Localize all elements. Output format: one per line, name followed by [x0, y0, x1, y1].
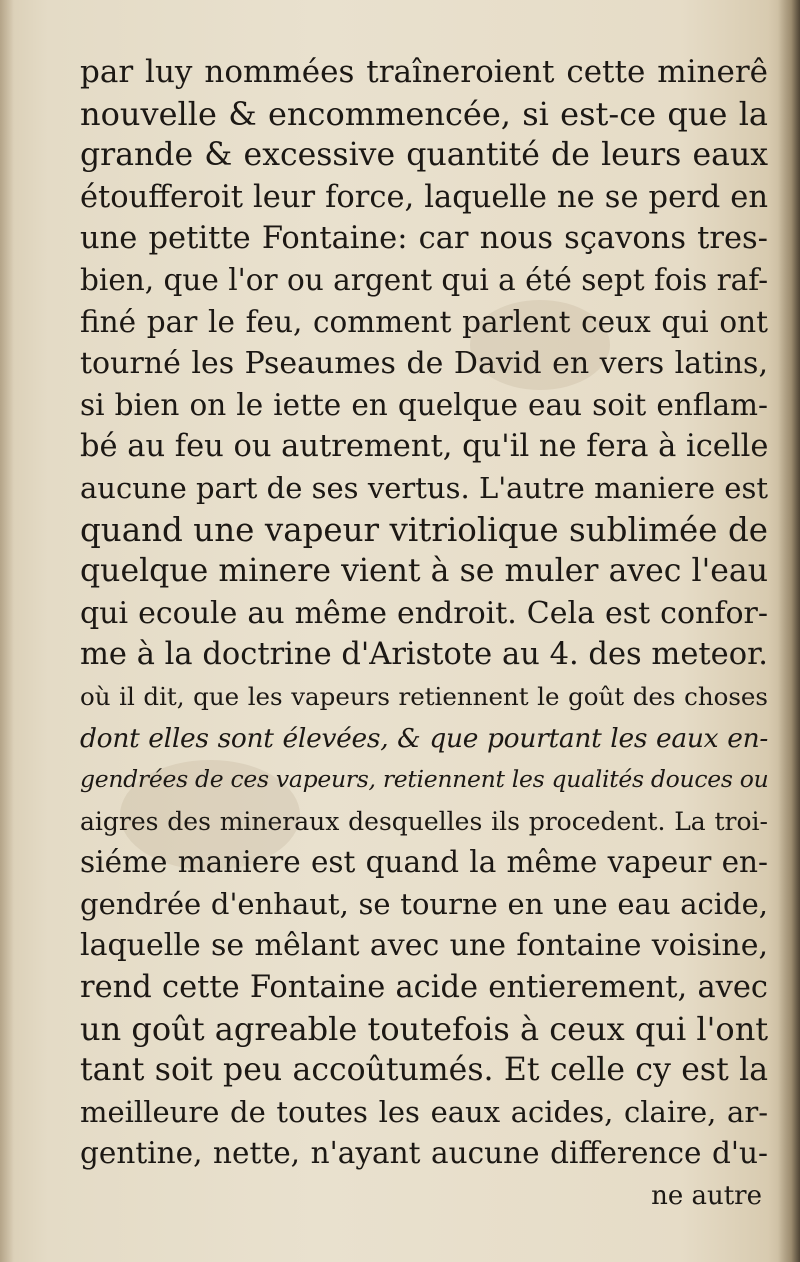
- text-line: aucune part de ses vertus. L'autre maniere est: [80, 470, 768, 505]
- page-gutter-shadow: [778, 0, 800, 1262]
- text-line: tourné les Pseaumes de David en vers latins,: [80, 346, 768, 382]
- text-line: gentine, nette, n'ayant aucune difference d'u-: [80, 1136, 768, 1171]
- text-line: meilleure de toutes les eaux acides, claire, ar-: [80, 1094, 768, 1129]
- text-line: étoufferoit leur force, laquelle ne se perd en: [80, 179, 768, 215]
- text-line: gendrées de ces vapeurs, retiennent les qualités douces ou: [80, 765, 768, 794]
- text-block: [80, 52, 768, 1175]
- text-line: où il dit, que les vapeurs retiennent le goût des choses: [80, 681, 768, 711]
- text-line: bien, que l'or ou argent qui a été sept fois raf-: [80, 262, 768, 297]
- text-line: qui ecoule au même endroit. Cela est confor-: [80, 595, 768, 631]
- text-line: finé par le feu, comment parlent ceux qui ont: [80, 304, 768, 339]
- text-line: siéme maniere est quand la même vapeur en-: [80, 845, 768, 880]
- text-line: quelque minere vient à se muler avec l'eau: [80, 553, 768, 590]
- text-line: grande & excessive quantité de leurs eaux: [80, 137, 768, 174]
- text-line: aigres des mineraux desquelles ils procedent. La troi-: [80, 806, 768, 836]
- text-line: me à la doctrine d'Aristote au 4. des meteor.: [80, 637, 768, 673]
- text-line: si bien on le iette en quelque eau soit enflam-: [80, 387, 768, 422]
- text-line: nouvelle & encommencée, si est-ce que la: [80, 94, 768, 133]
- text-line: par luy nommées traîneroient cette minerê: [80, 54, 768, 90]
- catchword: ne autre: [651, 1181, 762, 1211]
- text-line: gendrée d'enhaut, se tourne en une eau acide,: [80, 886, 768, 921]
- text-line: tant soit peu accoûtumés. Et celle cy est la: [80, 1052, 768, 1089]
- text-line: quand une vapeur vitriolique sublimée de: [80, 510, 768, 549]
- text-line: un goût agreable toutefois à ceux qui l'ont: [80, 1009, 768, 1048]
- text-line: bé au feu ou autrement, qu'il ne fera à icelle: [80, 429, 768, 465]
- text-line: dont elles sont élevées, & que pourtant les eaux en-: [80, 722, 768, 754]
- text-line: une petitte Fontaine: car nous sçavons tres-: [80, 221, 768, 257]
- text-line: laquelle se mêlant avec une fontaine voisine,: [80, 928, 768, 964]
- text-line: rend cette Fontaine acide entierement, avec: [80, 970, 768, 1006]
- page-left-shadow: [0, 0, 14, 1262]
